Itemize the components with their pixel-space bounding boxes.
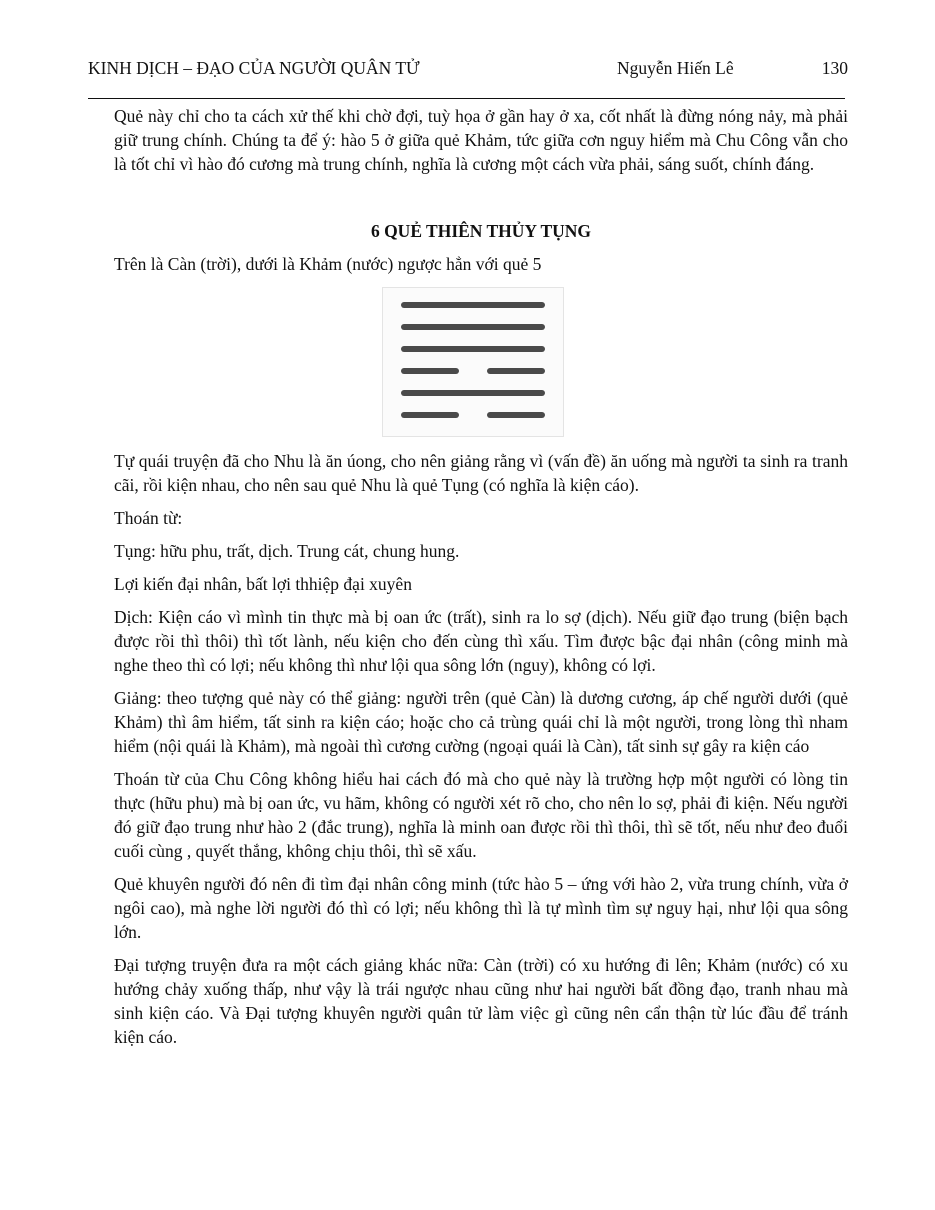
paragraph-thoan-tu-chu-cong: Thoán từ của Chu Công không hiểu hai cách đó mà cho quẻ này là trường hợp một người có lòng tin thực (hữu phu) mà bị oan ức, vu hãm, không có người xét rõ cho, cho nên lo sợ, phải đi kiện. Nếu người đó giữ đạo trung như hào 2 (đắc trung), nghĩa là minh oan được rồi thì thôi, thì sẽ tốt, nếu như đeo đuổi cuối cùng , quyết thắng, không chịu thôi, thì sẽ xấu. [114, 769, 848, 861]
paragraph-thoan-tu-text: Tụng: hữu phu, trất, dịch. Trung cát, chung hung. [114, 541, 460, 561]
section-subtitle: Trên là Càn (trời), dưới là Khảm (nước) ngược hẳn với quẻ 5 [114, 254, 542, 274]
paragraph-que-khuyen: Quẻ khuyên người đó nên đi tìm đại nhân công minh (tức hào 5 – ứng với hào 2, vừa trung chính, vừa ở ngôi cao), mà nghe lời người đó thì có lợi; nếu không thì là tự mình tìm sự nguy hại, như lội qua sông lớn. [114, 874, 848, 942]
yin-segment-right [487, 412, 545, 418]
page-number: 130 [821, 58, 848, 78]
hexagram-line-2-yang [401, 324, 545, 330]
hexagram-line-5-yang [401, 390, 545, 396]
book-title: KINH DỊCH – ĐẠO CỦA NGƯỜI QUÂN TỬ [88, 58, 420, 78]
paragraph-loi-kien: Lợi kiến đại nhân, bất lợi thhiệp đại xuyên [114, 574, 412, 594]
yang-segment [401, 346, 545, 352]
paragraph-thoan-tu-label: Thoán từ: [114, 508, 183, 528]
yin-segment-left [401, 368, 459, 374]
header-divider [88, 98, 845, 99]
page-body [114, 104, 848, 1058]
hexagram-line-6-yin [401, 412, 545, 418]
hexagram-figure [382, 287, 564, 437]
page-header [88, 57, 848, 81]
yang-segment [401, 302, 545, 308]
yin-segment-left [401, 412, 459, 418]
paragraph-dai-tuong: Đại tượng truyện đưa ra một cách giảng khác nữa: Càn (trời) có xu hướng đi lên; Khảm (nước) có xu hướng chảy xuống thấp, như vậy là trái ngược nhau cũng như hai người bất đồng đạo, tranh nhau mà sinh kiện cáo. Và Đại tượng khuyên người quân tử làm việc gì cũng nên cẩn thận từ lúc đầu để tránh kiện cáo. [114, 955, 848, 1047]
intro-paragraph: Quẻ này chỉ cho ta cách xử thế khi chờ đợi, tuỳ họa ở gần hay ở xa, cốt nhất là đừng nóng nảy, mà phải giữ trung chính. Chúng ta để ý: hào 5 ở giữa quẻ Khảm, tức giữa cơn nguy hiểm mà Chu Công vẫn cho là tốt chỉ vì hào đó cương mà trung chính, nghĩa là cương một cách vừa phải, sáng suốt, chính đáng. [114, 106, 848, 174]
hexagram-line-3-yang [401, 346, 545, 352]
paragraph-giang: Giảng: theo tượng quẻ này có thể giảng: người trên (quẻ Càn) là dương cương, áp chế người dưới (quẻ Khảm) thì âm hiểm, tất sinh ra kiện cáo; hoặc cho cả trùng quái chỉ là một người, trong lòng thì nham hiểm (nội quái là Khảm), mà ngoài thì cương cường (ngoại quái là Càn), tất sinh sự gây ra kiện cáo [114, 688, 848, 756]
paragraph-tu-quai: Tự quái truyện đã cho Nhu là ăn úong, cho nên giảng rằng vì (vấn đề) ăn uống mà người ta sinh ra tranh cãi, rồi kiện nhau, cho nên sau quẻ Nhu là quẻ Tụng (có nghĩa là kiện cáo). [114, 451, 848, 495]
yin-segment-right [487, 368, 545, 374]
hexagram-line-4-yin [401, 368, 545, 374]
yang-segment [401, 324, 545, 330]
yang-segment [401, 390, 545, 396]
paragraph-dich: Dịch: Kiện cáo vì mình tin thực mà bị oan ức (trất), sinh ra lo sợ (dịch). Nếu giữ đạo trung (biện bạch được rồi thì thôi) thì tốt lành, nếu kiện cho đến cùng thì xấu. Tìm được bậc đại nhân (công minh mà nghe theo thì có lợi; nếu không thì như lội qua sông lớn (nguy), không có lợi. [114, 607, 848, 675]
hexagram-line-1-yang [401, 302, 545, 308]
section-title: 6 QUẺ THIÊN THỦY TỤNG [370, 221, 592, 241]
author-name: Nguyễn Hiến Lê [617, 58, 734, 78]
